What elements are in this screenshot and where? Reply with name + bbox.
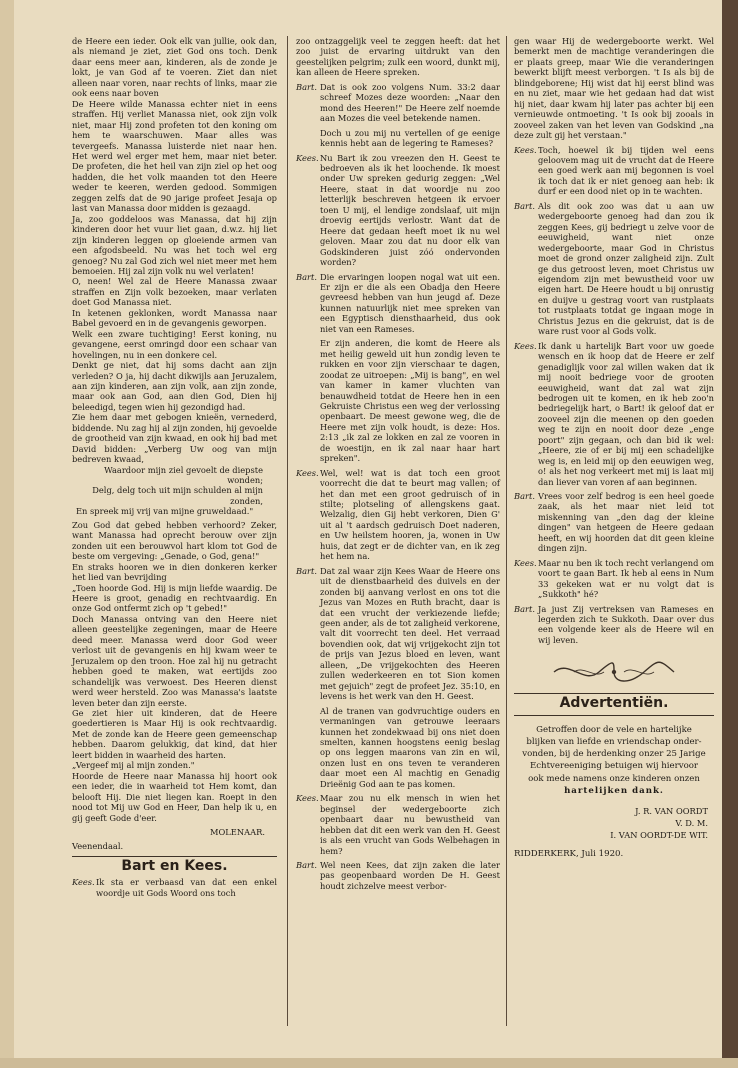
dialogue-text: Als dit ook zoo was dat u aan uw wedergeboorte genoeg had dan zou ik zeggen Kees, gij bedriegt u zelve voor de eeuwigheid, want niet onze wedergeboorte, maar God in Christus moet de grond onzer zaligheid zijn. Zult ge dus getroost leven, moet Christus uw eigendom zijn met bewustheid voor uw eigen hart. De Heere houdt u bij onrustig en duijve u gestrag voort van rustplaats tot rustplaats totdat ge ingaan moge in Christus Jezus en die gekruist, dat is de ware rust voor al Gods volk. [538,200,714,337]
paragraph: Denkt ge niet, dat hij soms dacht aan zijn verleden? O ja, hij dacht dikwijls aan Jeruzalem, aan zijn kinderen, aan zijn volk, aan zijn zonde, maar ook aan God, aan dien God, Dien hij beleedigd, tegen wien hij gezondigd had. [72,360,277,412]
adv-line: ook mede namens onze kinderen onzen [528,773,700,784]
verse-line: En spreek mij vrij van mijne gruweldaad." [76,506,254,517]
signer-line: J. R. VAN OORDT [635,806,708,817]
paragraph: Ja, zoo goddeloos was Manassa, dat hij zijn kinderen door het vuur liet gaan, d.w.z. hij liet zijn kinderen leggen op gloeiende armen van een afgodsbeeld. Nu was het toch wel erg genoeg? Nu zal God zich wel niet meer met hem bemoeien. Hij zal zijn volk nu wel verlaten! [72,213,277,276]
speaker-label: Kees. [296,467,319,478]
ornament-flourish-icon [549,657,679,687]
paragraph: En straks hooren we in dien donkeren kerker het lied van bevrijding [72,561,277,583]
psalm-verse [72,465,277,517]
section-divider [72,856,277,857]
speaker-label: Kees. [514,340,537,351]
paragraph: „Vergeef mij al mijn zonden." [72,760,195,771]
speaker-label: Kees. [72,877,95,888]
advertisement-signature [514,805,714,841]
advertisement-text [514,724,714,797]
verse-line: Waardoor mijn ziel gevoelt de diepste wonden; [104,464,263,486]
dialogue-text: Wel neen Kees, dat zijn zaken die later pas geopenbaard worden De H. Geest houdt zichzelve meest verbor- [320,859,500,891]
dialogue-text: Er zijn anderen, die komt de Heere als met heilig geweld uit hun zondig leven te rukken en voor zijn vierschaar te dagen, zoodat ze uitroepen: „Mij is bang", en wel van kamer in kamer vluchten van benauwdheid totdat de Heere hen in een Gekruiste Christus een weg der verlossing openbaart. De meest gewone weg, die de Heere met zijn volk houdt, is deze: Hos. 2:13 „ik zal ze lokken en zal ze vooren in de woestijn, en ik zal naar haar hart spreken". [320,338,500,464]
dialogue-text: Ja just Zij vertreksen van Rameses en legerden zich te Sukkoth. Daar over dus een volgende keer als de Heere wil en wij leven. [538,603,714,645]
speaker-label: Kees. [296,152,319,163]
speaker-label: Bart. [296,81,317,92]
paragraph: Hoorde de Heere naar Manassa hij hoort ook een ieder, die in waarheid tot Hem komt, dan belooft Hij. Die niet liegen kan. Roept in den nood tot Mij uw God en Heer, Dan help ik u, en gij geeft Gode d'eer. [72,770,277,823]
dialogue-text: Toch, hoewel ik bij tijden wel eens geloovem mag uit de vrucht dat de Heere een goed werk aan mij begonnen is voel ik toch dat ik er niet genoeg aan heb: ik durf er een dood niet op in te wachten. [538,144,714,197]
adv-line: Echtvereeniging betuigen wij hiervoor [529,761,699,772]
speaker-label: Kees. [296,793,319,804]
paragraph: Zou God dat gebed hebben verhoord? Zeker, want Manassa had oprecht berouw over zijn zonden uit een berouwvol hart klom tot God de beste om vergeving: „Genade, o God, gena!" [72,519,277,562]
signer-line: I. VAN OORDT-DE WIT. [610,830,708,841]
dialogue-turn [296,153,500,268]
speaker-label: Bart. [514,200,535,211]
adv-line: Getroffen door de vele en hartelijke [536,724,692,735]
dialogue-text: Ik dank u hartelijk Bart voor uw goede wensch en ik hoop dat de Heere er zelf genadiglijk voor zal willen waken dat ik mij nooit bedriege voor de grooten eeuwigheid, want dat zal wat zijn bedrogen uit te komen, en ik heb zoo'n bedriegelijk hart, o Bart! ik geloof dat er zooveel zijn die meenen op den goeden weg te zijn en nooit door deze „enge poort" zijn gegaan, och dan bid ik wel: „Heere, zie of er bij mij een schadelijke weg is, en leid mij op den eeuwigen weg, o! als het nog verkeert met mij is laat mij dan liever van voren af aan beginnen. [538,340,714,487]
dialogue-turn [514,341,714,487]
adv-thanks: hartelijken dank. [564,785,664,796]
dialogue-turn [296,128,500,149]
adv-line: blijken van liefde en vriendschap onder- [526,737,702,748]
dialogue-text: Wel, wel! wat is dat toch een groot voorrecht die dat te beurt mag vallen; of het dan met een groot gedruisch of in stilte; plotseling of allengskens gaat. Welzalig, dien Gij hebt verkoren, Dien G' uit al 't aardsch gedruisch Doet naderen, en Uw heilstem hooren, ja, wonen in Uw huis, dat zegt er de dichter van, en ik zeg het hem na. [320,467,500,562]
page-right-edge [722,0,738,1068]
paragraph: De Heere wilde Manassa echter niet in eens straffen. Hij verliet Manassa niet, ook zijn volk niet, maar Hij zond profeten tot den koning om hem te waarschuwen. Maar alles was tevergeefs. Manassa luisterde niet naar hen. Het werd wel erger met hem, maar niet beter. De profeten, die het heil van zijn ziel op het oog hadden, die het volk maanden tot den Heere weder te keeren, werden gedood. Sommigen zeggen zelfs dat de 90 jarige profeet Jesaja op last van Manassa door midden is gezaagd. [72,98,277,214]
dialogue-turn [514,558,714,600]
speaker-label: Bart. [296,859,317,870]
dialogue-text: Nu Bart ik zou vreezen den H. Geest te bedroeven als ik het loochende. Ik moest onder Uw spreken gedurig zeggen: „Wel Heere, staat in dat woordje nu zoo letterlijk beschreven hetgeen ik ervoer toen U mij, el lendige zondslaaf, uit mijn droevig eertijds verlostr. Want dat de Heere dat gedaan heeft moet ik nu wel geloven. Maar zou dat nu door elk van Godskinderen juist zóó ondervonden worden? [320,152,500,268]
speaker-label: Bart. [514,491,535,502]
col1-paragraphs [72,36,277,465]
dialogue-text: Dat is ook zoo volgens Num. 33:2 daar schreef Mozes deze woorden: „Naar den mond des Heeren!" De Heere zelf noemde aan Mozes die veel betekende namen. [320,81,500,124]
column-3 [514,36,714,860]
column-rule-2 [506,36,507,1026]
paragraph: gen waar Hij de wedergeboorte werkt. Wel bemerkt men de machtige veranderingen die er plaats greep, maar Wie die veranderingen bewerkt blijft meest verborgen. 't Is als bij de blindgeborene; Hij wist dat hij eerst blind was en nu ziet, maar wie het gedaan had dat wist hij niet, daar kwam hij later pas achter bij een vernieuwde ontmoeting. 't Is ook bij zooals in zooveel zaken van het leven van Godskind „na deze zult gij het verstaan." [514,36,714,141]
paragraph: Ge ziet hier uit kinderen, dat de Heere goedertieren is Maar Hij is ook rechtvaardig. Met de zonde kan de Heere geen gemeenschap hebben. Daarom gelukkig, dat kind, dat hier leert bidden in waarheid des harten. [72,708,277,760]
speaker-label: Bart. [296,565,317,576]
paragraph: O, neen! Wel zal de Heere Manassa zwaar straffen en Zijn volk bezoeken, maar verlaten doet God Manassa niet. [72,276,277,308]
column-2 [296,36,500,895]
dialogue-turn [296,860,500,891]
dialogue-turn [514,491,714,554]
dialogue-text: Doch u zou mij nu vertellen of ge eenige kennis hebt aan de legering te Rameses? [320,127,500,149]
dialogue-text: Maar zou nu elk mensch in wien het beginsel der wedergeboorte zich openbaart daar nu bewustheid van hebben dat dit een werk van den H. Geest is als een vrucht van Gods Welbehagen in hem? [320,793,500,856]
speaker-label: Bart. [514,603,535,614]
dialogue-text: Die ervaringen loopen nogal wat uit een. Er zijn er die als een Obadja den Heere gevreesd hebben van hun jeugd af. Deze kunnen natuurlijk niet mee spreken van een Egyptisch diensthaarheid, dus ook niet van een Rameses. [320,271,500,334]
page-bottom-edge [0,1058,738,1068]
column-rule-1 [287,36,288,1026]
paragraph: „Toen hoorde God. Hij is mijn liefde waardig. De Heere is groot, genadig en rechtvaardig. En onze God ontfermt zich op 't gebed!" [72,582,277,614]
dialogue-text: Al de tranen van godvruchtige ouders en vermaningen van getrouwe leeraars kunnen het zondekwaad bij ons niet doen smelten, kannen hoogstens eenig beslag op ons leggen maarons van zin en wil, onzen lust en ons teven te veranderen daar moet een Al machtig en Genadig Drieënig God aan te pas komen. [320,705,500,789]
decorative-ornament [514,657,714,687]
paragraph: Welk een zware tuchtiging! Eerst koning, nu gevangene, eerst omringd door een schaar van hovelingen, nu in een donkere cel. [72,328,277,360]
adv-line: vonden, bij de herdenking onzer 25 Jarige [522,749,706,760]
paragraph: Zie hem daar met gebogen knieën, vernederd, biddende. Nu zag hij al zijn zonden, hij gevoelde de grootheid van zijn kwaad, en ook hij bad met David bidden: „Verberg Uw oog van mijn bedreven kwaad, [72,412,277,465]
dialogue-turn [296,82,500,124]
dialogue-turn [296,566,500,702]
paragraph: zoo ontzaggelijk veel te zeggen heeft: dat het zoo juist de ervaring uitdrukt van den geestelijken pelgrim; zulk een woord, dunkt mij, kan alleen de Heere spreken. [296,36,500,78]
advertisement-place-date: RIDDERKERK, Juli 1920. [514,849,624,860]
speaker-label [296,338,320,463]
speaker-label: Kees. [514,144,537,155]
dialogue-turn [514,201,714,337]
col1-paragraphs-2 [72,520,277,823]
section-divider [514,715,714,716]
section-title: Bart en Kees. [121,857,228,874]
dialogue-text: Dat zal waar zijn Kees Waar de Heere ons uit de dienstbaarheid des duivels en der zonden bij aanvang verlost en ons tot die Jezus van Mozes en Ruth bracht, daar is dat een vrucht der verkiezende liefde; geen ander, als de tot zaligheid verkorene, valt dit voorrecht ten deel. Het verraad bovendien ook, dat wij vrijgekocht zijn tot de prijs van Jezus bloed en leven, want alleen, „De vrijgekochten des Heeren zullen wederkeeren en tot Sion komen met gejuich" zegt de profeet Jez. 35:10, en levens is het werk van den H. Geest. [320,565,500,702]
dialogue-turn [296,272,500,335]
dialogue-turn [296,706,500,790]
page-left-edge [0,0,14,1068]
dialogue-text: Vrees voor zelf bedrog is een heel goede zaak, als het maar niet leid tot miskenning van „den dag der kleine dingen" van hetgeen de Heere gedaan heeft, en wij hoorden dat dit geen kleine dingen zijn. [538,491,714,554]
author-place: Veenendaal. [72,841,124,852]
speaker-label [296,128,320,149]
section-divider [514,693,714,694]
dialogue-text: Ik sta er verbaasd van dat een enkel woordje uit Gods Woord ons toch [96,877,277,898]
signer-line: V. D. M. [675,818,708,829]
dialogue-turn [514,145,714,197]
dialogue-turn [296,338,500,463]
dialogue-turn [514,604,714,646]
column-1 [72,36,277,902]
advertisements-title: Advertentiën. [559,695,669,712]
paragraph: In ketenen geklonken, wordt Manassa naar Babel gevoerd en in de gevangenis geworpen. [72,307,277,329]
dialogue-turn [296,793,500,856]
speaker-label [296,706,320,790]
dialogue-text: Maar nu ben ik toch recht verlangend om voort te gaan Bart. Ik heb al eens in Num 33 gekeken wat er nu volgt dat is „Sukkoth" hé? [538,557,714,600]
dialogue-turn [296,468,500,562]
paragraph: Doch Manassa ontving van den Heere niet alleen geestelijke zegeningen, maar de Heere deed meer. Manassa werd door God weer verlost uit de gevangenis en hij kwam weer te Jeruzalem op den troon. Hoe zal hij nu getracht hebben goed te maken, wat eertijds zoo schandelijk was verwoest. Des Heeren dienst werd weer hersteld. Zoo was Manassa's laatste leven beter dan zijn eerste. [72,613,277,708]
verse-line: Delg, delg toch uit mijn schulden al mijn zonden, [92,485,263,506]
dialogue-turn [72,877,277,898]
speaker-label: Kees. [514,557,537,568]
paragraph: de Heere een ieder. Ook elk van jullie, ook dan, als niemand je ziet, ziet God ons toch. Denk daar eens meer aan, kinderen, als de zonde je lokt, je van God af te voeren. Ziet dan niet alleen naar voren, naar rechts of links, maar zie ook eens naar boven [72,36,277,99]
speaker-label: Bart. [296,271,317,282]
author-signature: MOLENAAR. [210,826,265,837]
